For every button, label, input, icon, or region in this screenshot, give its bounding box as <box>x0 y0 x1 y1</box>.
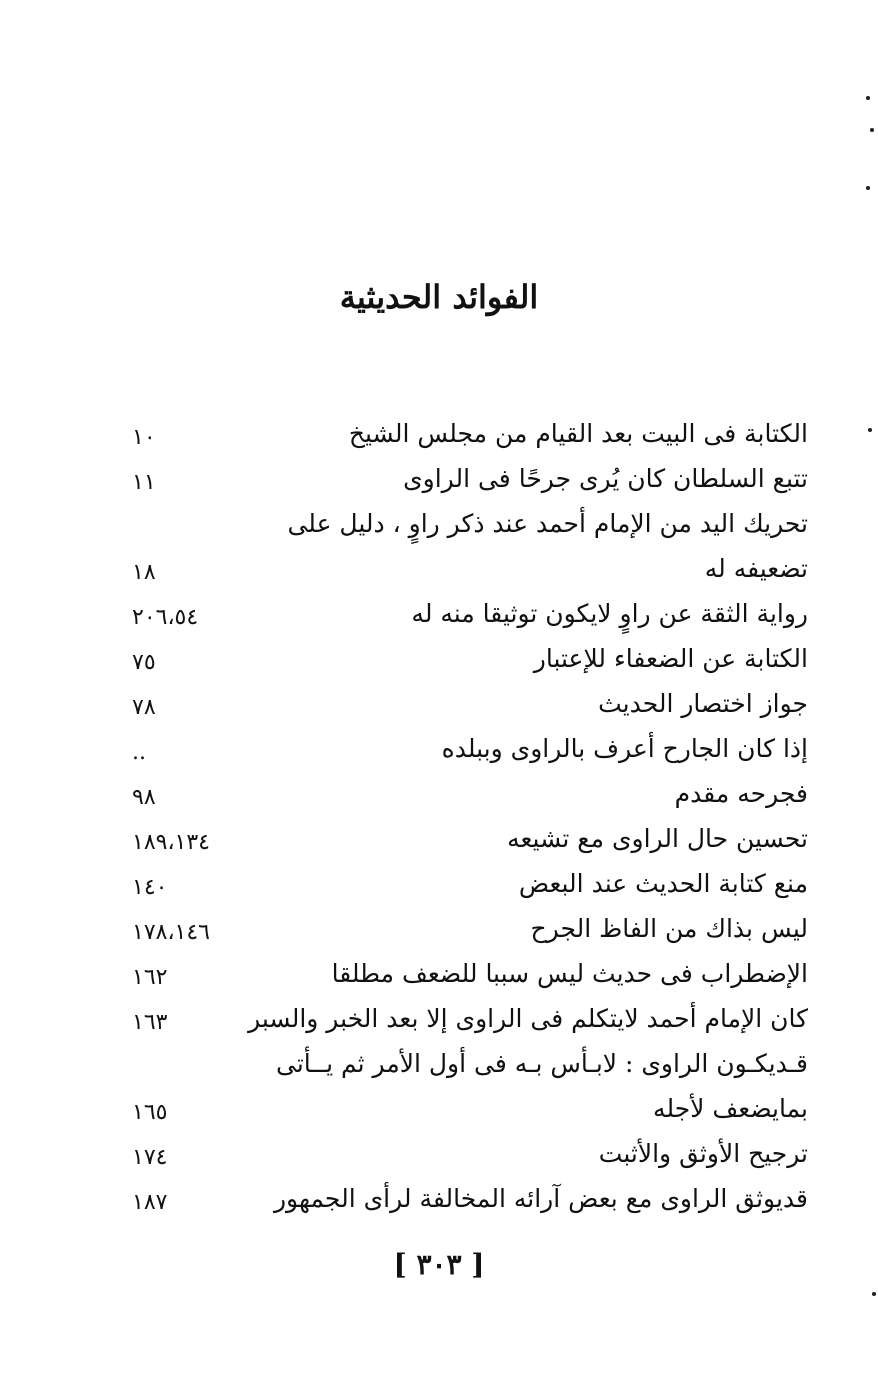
index-entry <box>120 682 820 726</box>
entry-topic: تحريك اليد من الإمام أحمد عند ذكر راوٍ ، دليل على <box>287 509 808 538</box>
index-entry <box>120 1132 820 1176</box>
entry-page: ١٤٠ <box>132 875 168 900</box>
entry-topic: فجرحه مقدم <box>674 779 808 808</box>
entry-topic: قديوثق الراوى مع بعض آرائه المخالفة لرأى الجمهور <box>273 1184 808 1213</box>
index-entry <box>120 772 820 816</box>
entry-topic: بمايضعف لأجله <box>653 1094 808 1123</box>
entry-page: ١٦٣ <box>132 1010 168 1035</box>
scan-speck <box>866 186 870 190</box>
entry-page: ١٦٢ <box>132 965 168 990</box>
index-entry <box>120 637 820 681</box>
entry-topic: ليس بذاك من الفاظ الجرح <box>530 914 808 943</box>
index-entry <box>120 907 820 951</box>
scan-speck <box>868 428 872 432</box>
index-entry <box>120 592 820 636</box>
entry-page: ١٦٥ <box>132 1100 168 1125</box>
entry-page: .. <box>132 740 146 765</box>
entry-topic: الإضطراب فى حديث ليس سببا للضعف مطلقا <box>331 959 808 988</box>
index-entry <box>120 457 820 501</box>
entry-topic: جواز اختصار الحديث <box>598 689 808 718</box>
entry-topic: الكتابة فى البيت بعد القيام من مجلس الشيخ <box>348 419 808 448</box>
entry-topic: ترجيح الأوثق والأثبت <box>598 1139 808 1168</box>
entry-page: ٩٨ <box>132 785 156 810</box>
entry-page: ١٠ <box>132 425 156 450</box>
entry-topic: تتبع السلطان كان يُرى جرحًا فى الراوى <box>403 464 808 493</box>
index-entry <box>120 502 820 546</box>
index-entry <box>120 547 820 591</box>
index-entry <box>120 862 820 906</box>
index-entry <box>120 412 820 456</box>
index-entry <box>120 1087 820 1131</box>
entry-topic: كان الإمام أحمد لايتكلم فى الراوى إلا بعد الخبر والسبر <box>248 1004 808 1033</box>
page-number: [ ٣٠٣ ] <box>393 1248 485 1281</box>
index-entry <box>120 727 820 771</box>
index-entry <box>120 952 820 996</box>
entry-topic: منع كتابة الحديث عند البعض <box>518 869 808 898</box>
entry-topic: قـديكـون الراوى : لابـأس بـه فى أول الأمر ثم يــأتى <box>276 1049 808 1078</box>
entry-topic: تحسين حال الراوى مع تشيعه <box>507 824 808 853</box>
index-entry <box>120 997 820 1041</box>
entry-page: ٧٥ <box>132 650 156 675</box>
entry-page: ٧٨ <box>132 695 156 720</box>
entry-page: ١١ <box>132 470 156 495</box>
index-entry <box>120 1177 820 1221</box>
entry-topic: رواية الثقة عن راوٍ لايكون توثيقا منه له <box>411 599 808 628</box>
entry-topic: تضعيفه له <box>704 554 808 583</box>
entry-topic: إذا كان الجارح أعرف بالراوى وببلده <box>441 734 808 763</box>
scan-speck <box>866 96 870 100</box>
entry-page: ١٧٨،١٤٦ <box>132 920 210 945</box>
entry-page: ١٧٤ <box>132 1145 168 1170</box>
entry-page: ١٨٩،١٣٤ <box>132 830 210 855</box>
index-entry <box>120 1042 820 1086</box>
entry-page: ١٨٧ <box>132 1190 168 1215</box>
entry-page: ١٨ <box>132 560 156 585</box>
page-title: الفوائد الحديثية <box>339 278 539 316</box>
entry-page: ٢٠٦،٥٤ <box>132 605 199 630</box>
scan-speck <box>872 1292 876 1296</box>
index-entry <box>120 817 820 861</box>
scan-speck <box>870 128 874 132</box>
entry-topic: الكتابة عن الضعفاء للإعتبار <box>533 644 808 673</box>
